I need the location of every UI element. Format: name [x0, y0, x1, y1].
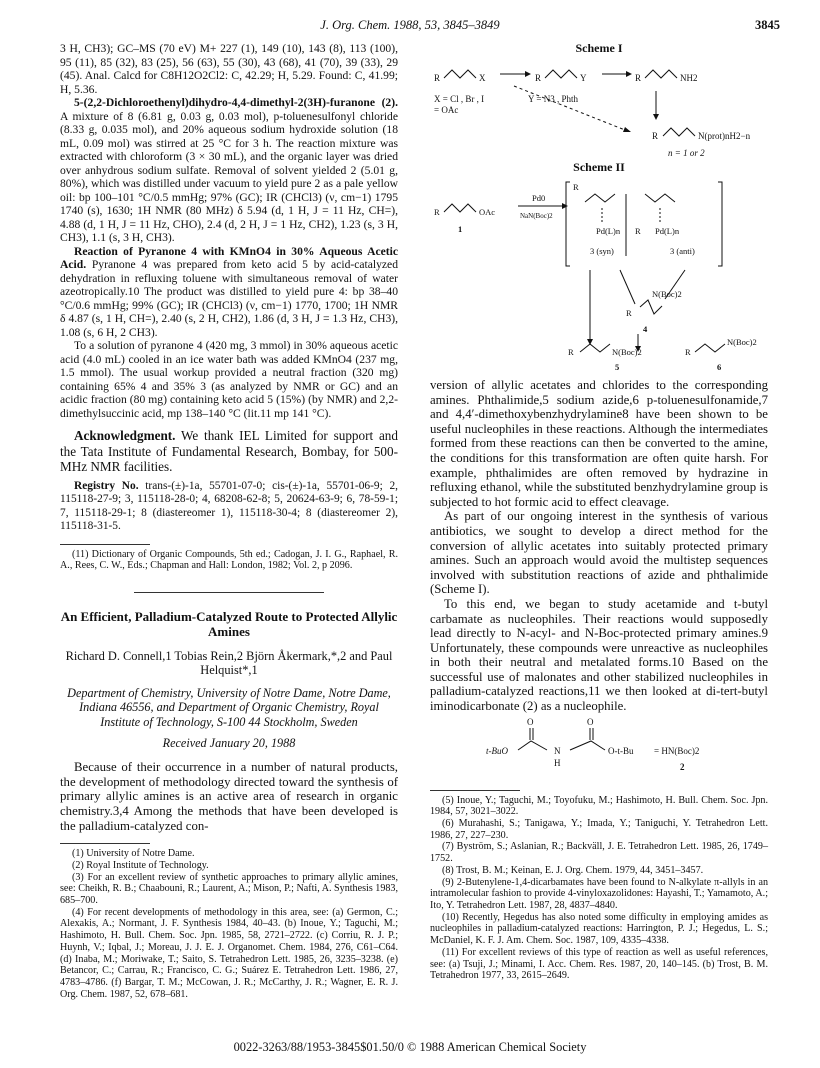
acknowledgment: Acknowledgment. We thank IEL Limited for support and the Tata Institute of Fundamental Research, Bombay, for 500-MHz NMR facilities.	[60, 428, 398, 474]
experimental-paragraph-3: Reaction of Pyranone 4 with KMnO4 in 30% Aqueous Acetic Acid. Pyranone 4 was prepared from keto acid 5 by acid-catalyzed dehydration in refluxing toluene with simultaneous removal of water azeotropically.10 The product was distilled to yield pure 4: bp 38–40 °C/0.6 mmHg; 99% (GC); IR (CHCl3) (ν, cm−1) 1770, 1700; 1H NMR δ 4.87 (s, 1 H, CH=), 2.40 (s, 2 H, CH2), 1.86 (d, 3 H, J = 1.3 Hz, CH3), 1.08 (s, 6 H, 2 CH3).	[60, 244, 398, 339]
scheme1-label: N(prot)nH2−n	[698, 130, 751, 141]
imino-label: H	[554, 757, 561, 768]
scheme2-label: R	[573, 182, 579, 192]
copyright-footer: 0022-3263/88/1953-3845$01.50/0 © 1988 American Chemical Society	[233, 1040, 587, 1054]
pi-allyl-anti	[645, 194, 675, 202]
body-paragraph-2: As part of our ongoing interest in the synthesis of various antibiotics, we sought to develop a direct method for the conversion of allylic acetates into suitably protected primary amines. Such an approach would avoid the multistep sequences involved with substitution reactions of azide and phthalimide (Scheme I).	[430, 509, 768, 597]
allyl-chain-1	[444, 70, 476, 78]
scheme2-label: Pd0	[532, 193, 546, 203]
scheme1-label: n = 1 or 2	[668, 147, 705, 158]
compound-2-heading: 5-(2,2-Dichloroethenyl)dihydro-4,4-dimethyl-2(3H)-furanone (2).	[74, 96, 398, 109]
scheme2-label: 3 (syn)	[590, 246, 614, 256]
imino-label: O-t-Bu	[608, 745, 634, 756]
scheme1-label: Y = N3 , Phth	[528, 93, 578, 104]
scheme2-label: 4	[643, 324, 648, 334]
page-number: 3845	[755, 18, 780, 32]
linear-product-6	[695, 344, 725, 352]
footnote: (8) Trost, B. M.; Keinan, E. J. Org. Chem. 1979, 44, 3451–3457.	[442, 864, 704, 876]
registry-numbers: Registry No. trans-(±)-1a, 55701-07-0; cis-(±)-1a, 55701-06-9; 2, 115118-27-9; 3, 115118-28-0; 4, 68208-62-8; 5, 20624-63-9; 6, 78-59-1; 7, 115118-29-1; 8 (diastereomer 1), 115118-30-4; 8 (diastereomer 2), 115118-31-5.	[60, 479, 398, 532]
footnotes-left	[60, 848, 398, 1000]
left-column	[60, 42, 398, 1000]
footnote: (5) Inoue, Y.; Taguchi, M.; Toyofuku, M.; Hashimoto, H. Bull. Chem. Soc. Jpn. 1984, 57, 3021–3022.	[430, 794, 768, 818]
iminodicarbonate-structure	[430, 714, 768, 780]
scheme2-label: N(Boc)2	[652, 289, 682, 299]
arrowhead	[623, 127, 631, 132]
scheme2-label: OAc	[479, 207, 496, 217]
oxygen-label: O	[527, 716, 534, 727]
arrowhead	[626, 71, 632, 77]
scheme1-label: NH2	[680, 72, 698, 83]
body-paragraph-1: version of allylic acetates and chlorides to the corresponding amines. Phthalimide,5 sodium azide,6 p-toluenesulfonamide,7 and 4,4′-dimethoxybenzhydrylamine8 have been shown to be useful nucleophiles in these reactions. Although the intermediates formed from these reactions can then be converted to the amine, the conditions for this transformation are often quite harsh. For example, phthalimides are often removed by hydrazine in refluxing ethanol, while the substituted benzhydrylamine group is subjected to hot formic acid to effect cleavage.	[430, 378, 768, 509]
article-title: An Efficient, Palladium-Catalyzed Route to Protected Allylic Amines	[60, 608, 398, 639]
scheme2-label: 5	[615, 362, 620, 372]
carbamate-chain-1	[518, 741, 547, 750]
received-date: Received January 20, 1988	[162, 735, 296, 750]
body-paragraph-3: To this end, we began to study acetamide and t-butyl carbamate as nucleophiles. Their reactions would supposedly lead directly to N-acyl- and N-Boc-protected primary amines.9 Unfortunately, these compounds were unreactive as nucleophiles in both their neutral and metalated forms.10 Based on the successful use of malonates and other stabilized nucleophiles in palladium-catalyzed reactions,11 we then looked at di-tert-butyl iminodicarbonate (2) as a nucleophile.	[430, 596, 768, 714]
arrowhead	[525, 71, 531, 77]
footnote: (7) Byström, S.; Aslanian, R.; Backväll, J. E. Tetrahedron Lett. 1985, 26, 1749–1752.	[430, 841, 768, 865]
allyl-chain-3	[645, 70, 677, 78]
allyl-chain-4	[663, 128, 695, 136]
footnotes-right	[430, 795, 768, 982]
footnote: (3) For an excellent review of synthetic approaches to primary allylic amines, see: Cheikh, R. B.; Chaabouni, R.; Laurent, A.; Mison, P.; Nafti, A. Synthesis 1983, 685–700.	[60, 871, 398, 907]
scheme2-label: 6	[717, 362, 722, 372]
footnote: (6) Murahashi, S.; Tanigawa, Y.; Imada, Y.; Taniguchi, Y. Tetrahedron Lett. 1986, 27, 227–230.	[430, 818, 768, 841]
bracket-left	[566, 182, 570, 266]
dashed-arrow	[514, 86, 625, 130]
arrowhead	[562, 203, 568, 209]
footnote: (2) Royal Institute of Technology.	[72, 859, 209, 871]
scheme2-label: R	[626, 308, 632, 318]
footnote: (1) University of Notre Dame.	[72, 848, 195, 860]
section-divider	[134, 592, 324, 593]
scheme1-label: = OAc	[434, 104, 459, 115]
scheme2-label: N(Boc)2	[727, 337, 757, 347]
imino-label: = HN(Boc)2	[654, 745, 700, 756]
scheme-2-title: Scheme II	[573, 159, 625, 174]
journal-citation: J. Org. Chem. 1988, 53, 3845–3849	[320, 18, 500, 32]
oxygen-label: O	[587, 716, 594, 727]
experimental-paragraph-1: 3 H, CH3); GC–MS (70 eV) M+ 227 (1), 149 (10), 143 (8), 113 (100), 95 (11), 85 (32), 83 (25), 56 (63), 55 (30), 43 (68), 41 (70), 39 (33), 29 (45). Anal. Calcd for C8H12O2Cl2: C, 42.29; H, 5.29. Found: C, 41.99; H, 5.36.	[60, 42, 398, 96]
scheme-1-title: Scheme I	[575, 41, 623, 55]
scheme2-label: NaN(Boc)2	[520, 212, 553, 220]
footnote: (11) For excellent reviews of this type of reaction as well as useful references, see: (a) Tsuji, J.; Minami, I. Acc. Chem. Res. 1987, 20, 140–145. (b) Trost, B. M. Tetrahedron 1977, 33, 2615–2649.	[430, 946, 768, 982]
pyranone-heading: Reaction of Pyranone 4 with KMnO4 in 30% Aqueous Acetic Acid.	[60, 244, 398, 271]
scheme1-label: R	[535, 72, 542, 83]
imino-label: 2	[680, 761, 685, 772]
scheme2-label: R	[568, 347, 574, 357]
scheme2-label: R	[434, 207, 440, 217]
allyl-chain-2	[545, 70, 577, 78]
scheme-2-diagram	[430, 174, 768, 374]
arrowhead	[587, 339, 593, 345]
footnote: (10) Recently, Hegedus has also noted some difficulty in employing amides as nucleophiles in palladium-catalyzed reactions: Harrington, P. J.; Hegedus, L. S.; McDaniel, K. F. J. Am. Chem. Soc. 1987, 109, 4335–4338.	[430, 911, 768, 947]
footnote-rule	[60, 544, 150, 545]
scheme2-label: Pd(L)n	[655, 226, 680, 236]
scheme2-label: R	[685, 347, 691, 357]
scheme1-label: R	[652, 130, 659, 141]
scheme1-label: R	[635, 72, 642, 83]
scheme2-label: R	[635, 226, 641, 236]
footnote-11: (11) Dictionary of Organic Compounds, 5th ed.; Cadogan, J. I. G., Raphael, R. A., Rees, C. W., Eds.; Chapman and Hall: London, 1982; Vol. 2, p 2096.	[60, 548, 398, 572]
scheme2-label: N(Boc)2	[612, 347, 642, 357]
affiliation: Department of Chemistry, University of Notre Dame, Notre Dame, Indiana 46556, and Department of Organic Chemistry, Royal Institute of Technology, S-100 44 Stockholm, Sweden	[67, 685, 391, 729]
reaction-arrow-down-mid	[620, 270, 635, 304]
carbamate-chain-2	[570, 741, 605, 750]
experimental-paragraph-4: To a solution of pyranone 4 (420 mg, 3 mmol) in 30% aqueous acetic acid (4.0 mL) cooled in an ice water bath was added KMnO4 (237 mg, 1.5 mmol). The usual workup provided a neutral fraction (320 mg) containing 65% 4 and 35% 3 (as analyzed by NMR or GC) and an acidic fraction (80 mg) containing keto acid 5 (15%) (by NMR) and 2,2-dimethylsuccinic acid, mp 138–140 °C (lit.11 mp 141 °C).	[60, 339, 398, 420]
author-list: Richard D. Connell,1 Tobias Rein,2 Björn Åkermark,*,2 and Paul Helquist*,1	[65, 648, 393, 678]
scheme2-label: 3 (anti)	[670, 246, 695, 256]
bracket-right	[718, 182, 722, 266]
running-header	[40, 18, 780, 36]
branched-product	[640, 300, 662, 314]
footnote: (4) For recent developments of methodology in this area, see: (a) Germon, C.; Alexakis, A.; Normant, J. F. Synthesis 1984, 40–43. (b) Inoue, Y.; Taguchi, M.; Hashimoto, H. Bull. Chem. Soc. Jpn. 1985, 58, 2721–2722. (c) Corriu, R. J. P.; Huynh, V.; Iqbal, J.; Moreau, J. J. E. J. Organomet. Chem. 1984, 276, C61–C64. (d) Inaba, M.; Moriwake, T.; Saito, S. Tetrahedron Lett. 1985, 26, 3235–3238. (e) Betancor, C.; Carrau, R.; Francisco, C. G.; Suárez E. Tetrahedron Lett. 1986, 27, 4783–4786. (f) Bargar, T. M.; McCowan, J. R.; McCarthy, J. R.; Wagner, E. R. J. Org. Chem. 1987, 52, 678–681.	[60, 906, 398, 1000]
imino-label: N	[554, 745, 561, 756]
pi-allyl-syn	[585, 194, 615, 202]
arrowhead	[653, 114, 659, 120]
scheme-1-diagram	[430, 56, 768, 161]
imino-label: t-BuO	[486, 745, 508, 756]
scheme1-label: X = Cl , Br , I	[434, 93, 485, 104]
experimental-paragraph-2: 5-(2,2-Dichloroethenyl)dihydro-4,4-dimethyl-2(3H)-furanone (2). A mixture of 8 (6.81 g, 0.03 g, 0.03 mol), p-toluenesulfonyl chloride (8.33 g, 0.035 mol), and 20% aqueous sodium hydroxide solution (18 mL, 0.09 mol) was stirred at 25 °C for 3 h. The reaction mixture was extracted with chloroform (3 × 30 mL), and the organic layer was dried over anhydrous sodium sulfate. Removal of solvent yielded 2 (5.01 g, 80%), which was distilled under vacuum to yield pure 2 as a pale yellow oil: bp 100–101 °C/0.5 mmHg; 97% (GC); IR (CHCl3) (ν, cm−1) 1795 1740 (s), 1630; 1H NMR (80 MHz) δ 5.94 (d, 1 H, J = 11 Hz, CH=), 4.88 (d, 1 H, J = 11 Hz, CHO), 2.4 (d, 2 H, J = 1 Hz, CH2), 1.23 (s, 3 H, CH3), 1.1 (s, 3 H, CH3).	[60, 96, 398, 244]
linear-product-5	[580, 344, 610, 352]
intro-paragraph: Because of their occurrence in a number of natural products, the development of methodology directed toward the synthesis of primary allylic amines is an active area of research in organic chemistry.3,4 Among the methods that have been developed is the palladium-catalyzed con-	[60, 760, 398, 833]
footnote-rule	[60, 843, 150, 844]
right-column	[430, 42, 768, 982]
footnote-rule	[430, 790, 520, 791]
scheme1-label: Y	[580, 72, 587, 83]
scheme1-label: X	[479, 72, 486, 83]
footnote: (9) 2-Butenylene-1,4-dicarbamates have been found to N-alkylate π-allyls in an intramolecular fashion to provide 4-vinyloxazolidones: Hayashi, T.; Yamamoto, A.; Ito, Y. Tetrahedron Lett. 1987, 28, 4837–4840.	[430, 876, 768, 911]
allyl-acetate-chain	[444, 204, 476, 212]
scheme1-label: R	[434, 72, 441, 83]
scheme2-label: 1	[458, 224, 463, 234]
scheme2-label: Pd(L)n	[596, 226, 621, 236]
